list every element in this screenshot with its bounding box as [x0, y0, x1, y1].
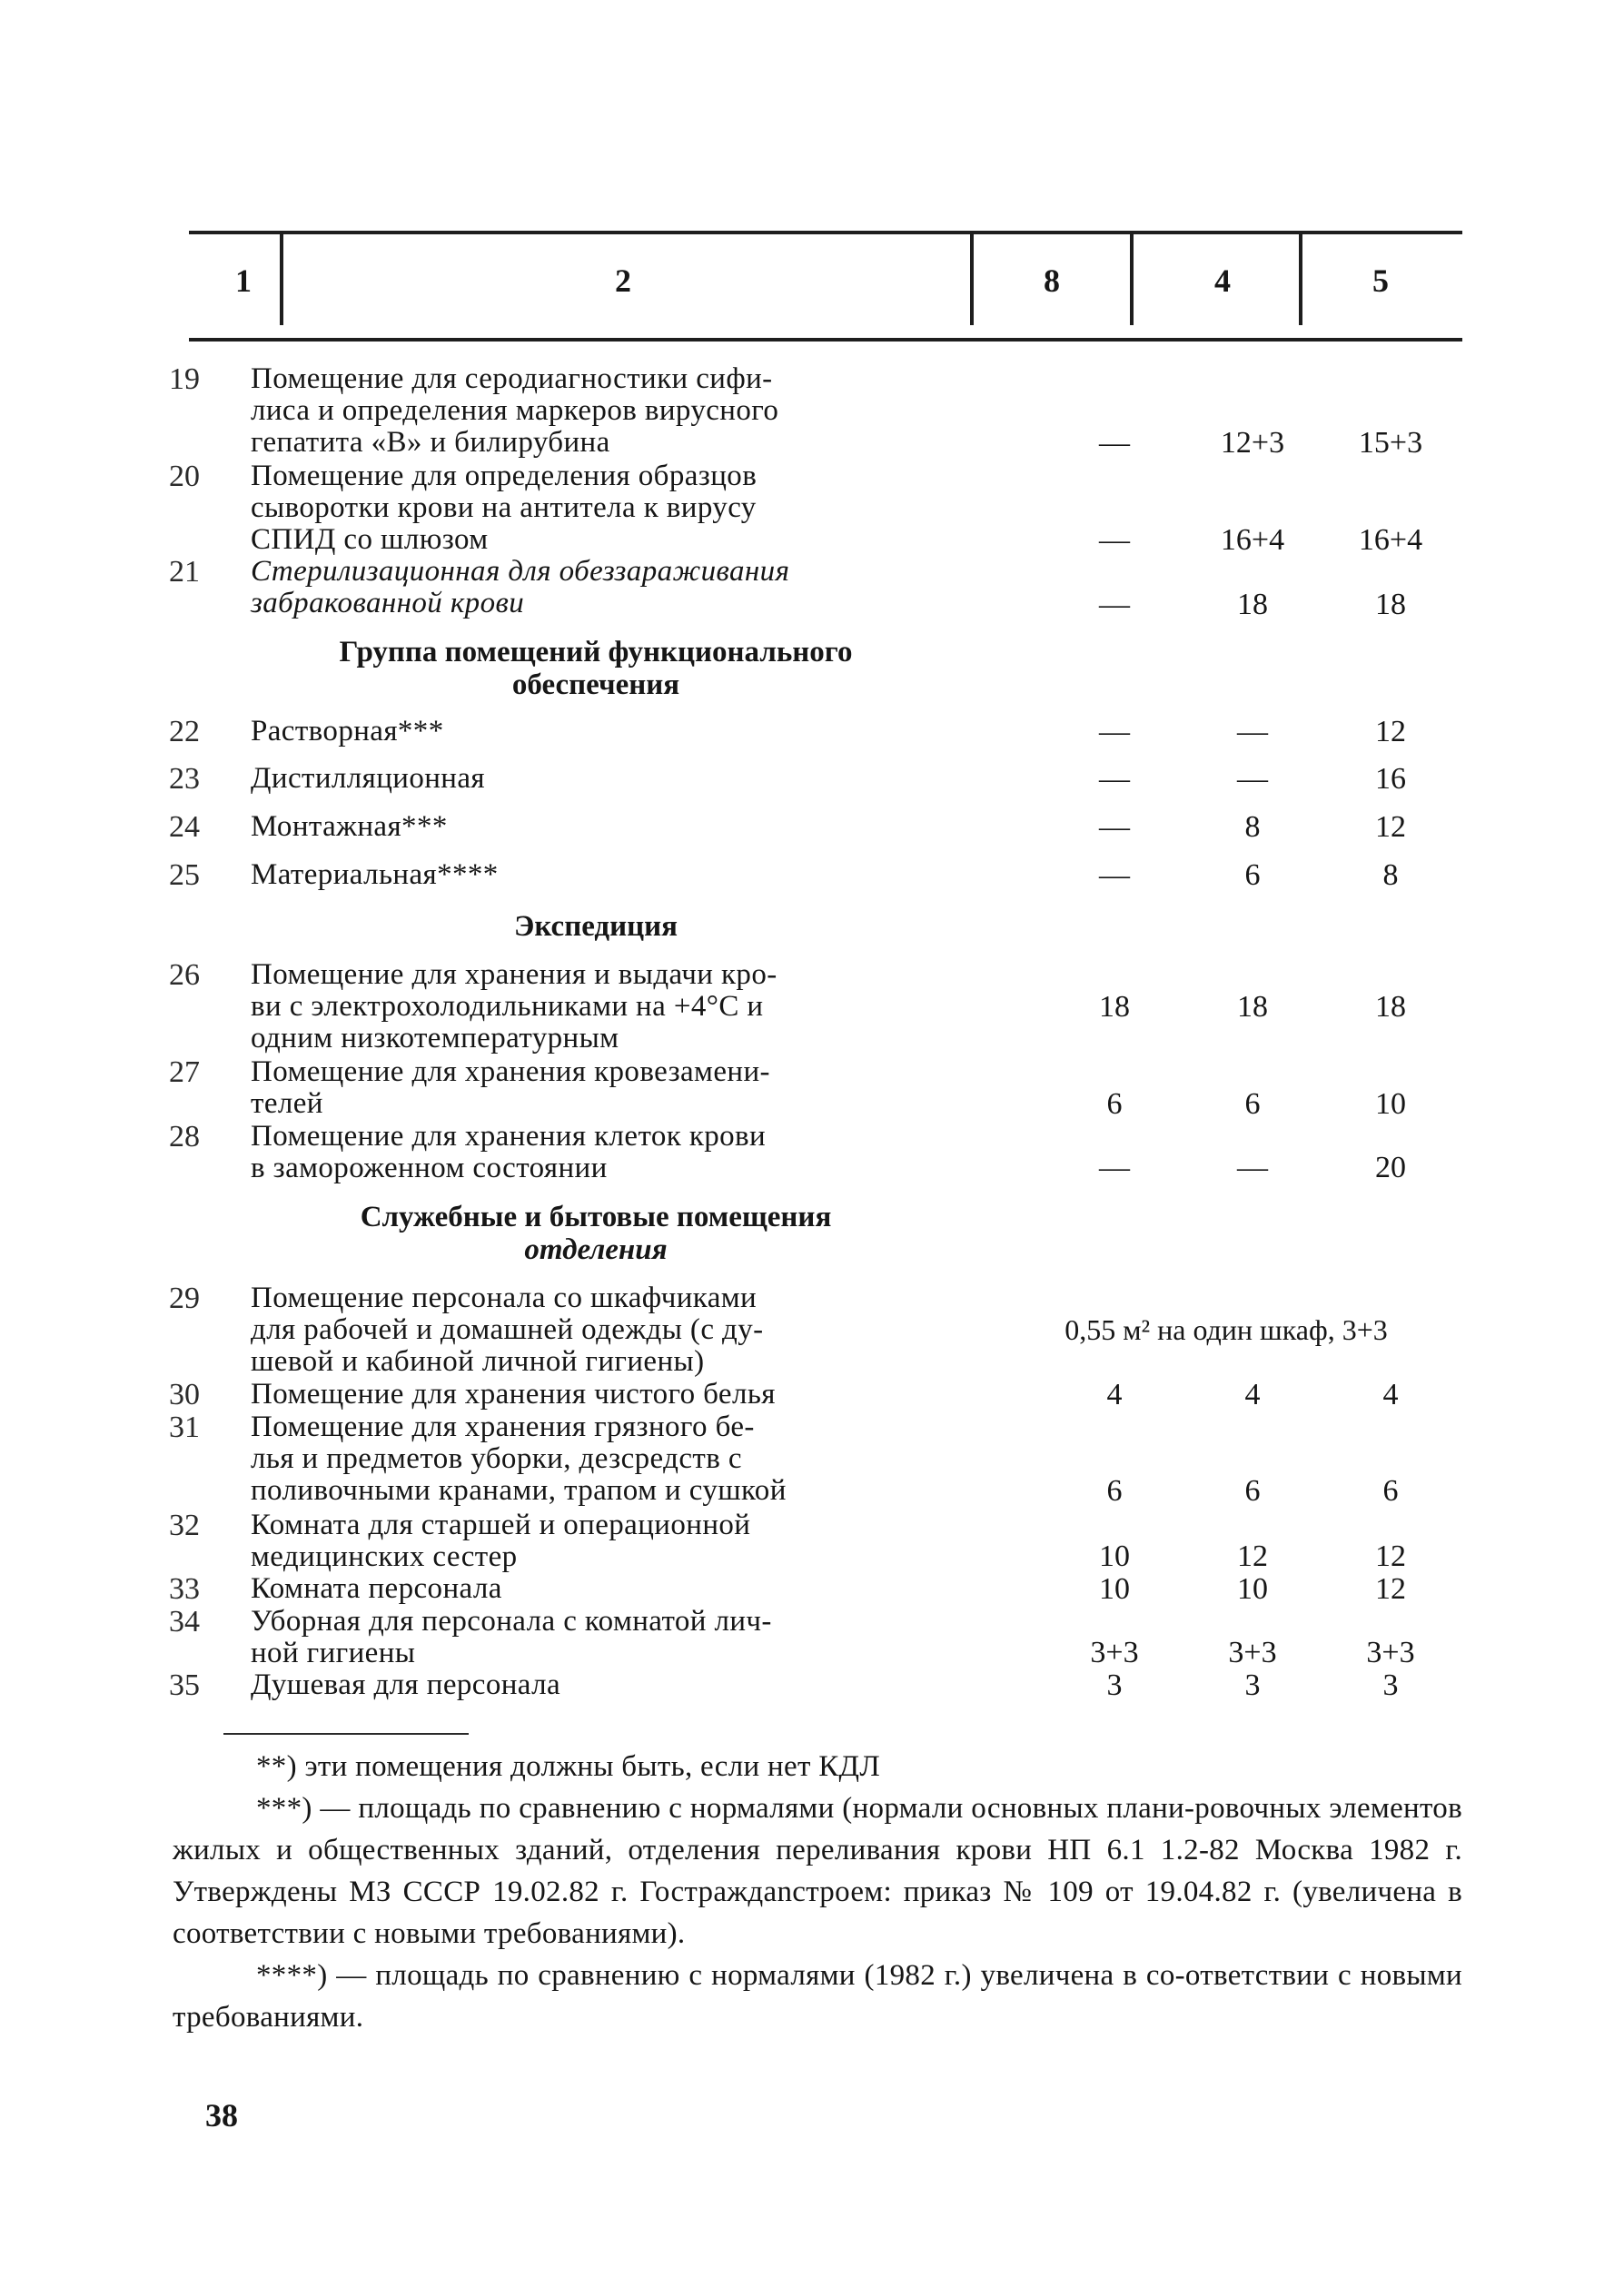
value-col-5: 4 — [1382, 1378, 1399, 1411]
value-per-locker: 0,55 м² на один шкаф, 3+3 — [1065, 1313, 1388, 1346]
column-divider — [970, 234, 974, 325]
value-col-4: 18 — [1237, 990, 1268, 1024]
value-col-3: — — [1099, 426, 1130, 460]
value-col-5: 12 — [1375, 715, 1406, 748]
room-name: Душевая для персонала — [251, 1668, 561, 1701]
value-col-5: 6 — [1382, 1474, 1399, 1508]
value-col-4: 12 — [1237, 1540, 1268, 1573]
room-name: Дистилляционная — [251, 762, 485, 795]
table-top-rule — [189, 231, 1462, 234]
footnote-2: **) эти помещения должны быть, если нет КДЛ — [256, 1750, 881, 1783]
row-number: 24 — [169, 810, 200, 844]
value-col-3: 10 — [1099, 1572, 1130, 1606]
value-col-4: 4 — [1244, 1378, 1261, 1411]
value-col-3: 3+3 — [1090, 1636, 1139, 1669]
value-col-5: 10 — [1375, 1087, 1406, 1121]
footnote-3: ***) — площадь по сравнению с нормалями (нормали основных плани-ровочных элементов жилых и общественных зданий, отделения переливания крови НП 6.1 1.2-82 Москва 1982 г. Утверждены МЗ СССР 19.02.82 г. Гостраждanстроем: приказ № 109 от 19.04.82 г. (увеличена в соответствии с новыми требованиями). — [173, 1792, 1462, 1950]
header-col-3: 8 — [1044, 262, 1060, 299]
room-name: Материальная**** — [251, 858, 499, 891]
header-col-4: 4 — [1214, 262, 1231, 299]
row-number: 19 — [169, 362, 200, 396]
value-col-5: 3+3 — [1366, 1636, 1415, 1669]
header-col-5: 5 — [1372, 262, 1389, 299]
section-heading: Служебные и бытовые помещения отделения — [360, 1201, 832, 1266]
room-name: Стерилизационная для обеззараживания забракованной крови — [251, 555, 790, 619]
value-col-4: 18 — [1237, 588, 1268, 621]
value-col-5: 18 — [1375, 990, 1406, 1024]
room-name: Комната для старшей и операционной медицинских сестер — [251, 1509, 751, 1573]
room-name: Монтажная*** — [251, 810, 448, 843]
column-divider — [280, 234, 283, 325]
header-col-1: 1 — [235, 262, 252, 299]
footnote-4: ****) — площадь по сравнению с нормалями (1982 г.) увеличена в со-ответствии с новыми требованиями. — [173, 1959, 1462, 2034]
row-number: 21 — [169, 555, 200, 589]
row-number: 28 — [169, 1120, 200, 1153]
room-name: Помещение для определения образцов сыворотки крови на антитела к вирусу СПИД со шлюзом — [251, 460, 758, 556]
value-col-4: 6 — [1244, 1474, 1261, 1508]
row-number: 22 — [169, 715, 200, 748]
value-col-4: 12+3 — [1220, 426, 1285, 460]
row-number: 32 — [169, 1509, 200, 1542]
value-col-5: 12 — [1375, 1572, 1406, 1606]
value-col-3: 4 — [1106, 1378, 1123, 1411]
column-divider — [1299, 234, 1302, 325]
value-col-5: 16+4 — [1358, 523, 1423, 557]
section-heading: Группа помещений функционального обеспечения — [339, 636, 853, 701]
value-col-5: 15+3 — [1358, 426, 1423, 460]
value-col-4: — — [1237, 715, 1268, 748]
value-col-3: — — [1099, 588, 1130, 621]
room-name: Помещение персонала со шкафчиками для рабочей и домашней одежды (с ду- шевой и кабиной личной гигиены) — [251, 1282, 764, 1378]
value-col-3: — — [1099, 1151, 1130, 1184]
row-number: 25 — [169, 858, 200, 892]
room-name: Растворная*** — [251, 715, 444, 747]
row-number: 26 — [169, 958, 200, 992]
value-col-3: 10 — [1099, 1540, 1130, 1573]
row-number: 27 — [169, 1055, 200, 1089]
row-number: 33 — [169, 1572, 200, 1606]
value-col-4: 3 — [1244, 1668, 1261, 1702]
header-col-2: 2 — [615, 262, 631, 299]
room-name: Помещение для хранения клеток крови в замороженном состоянии — [251, 1120, 767, 1184]
row-number: 31 — [169, 1411, 200, 1444]
value-col-3: — — [1099, 858, 1130, 892]
value-col-4: 8 — [1244, 810, 1261, 844]
room-name: Помещение для хранения и выдачи кро- ви с электрохолодильниками на +4°С и одним низкотемпературным — [251, 958, 777, 1054]
room-name: Помещение для хранения чистого белья — [251, 1378, 776, 1411]
value-col-4: 6 — [1244, 1087, 1261, 1121]
row-number: 20 — [169, 460, 200, 493]
row-number: 30 — [169, 1378, 200, 1411]
value-col-4: 10 — [1237, 1572, 1268, 1606]
footnotes — [173, 1746, 1462, 2038]
room-name: Помещение для хранения кровезамени- телей — [251, 1055, 770, 1120]
value-col-3: 3 — [1106, 1668, 1123, 1702]
value-col-5: 3 — [1382, 1668, 1399, 1702]
value-col-4: 16+4 — [1220, 523, 1285, 557]
room-name: Комната персонала — [251, 1572, 502, 1605]
value-col-4: — — [1237, 1151, 1268, 1184]
value-col-3: 6 — [1106, 1474, 1123, 1508]
value-col-5: 12 — [1375, 1540, 1406, 1573]
page-number: 38 — [205, 2097, 238, 2134]
column-divider — [1130, 234, 1134, 325]
value-col-3: 6 — [1106, 1087, 1123, 1121]
value-col-3: — — [1099, 715, 1130, 748]
row-number: 34 — [169, 1605, 200, 1639]
value-col-4: — — [1237, 762, 1268, 796]
value-col-5: 12 — [1375, 810, 1406, 844]
value-col-5: 8 — [1382, 858, 1399, 892]
row-number: 29 — [169, 1282, 200, 1315]
value-col-3: 18 — [1099, 990, 1130, 1024]
table-header-rule — [189, 338, 1462, 342]
value-col-3: — — [1099, 762, 1130, 796]
row-number: 23 — [169, 762, 200, 796]
value-col-3: — — [1099, 810, 1130, 844]
room-name: Уборная для персонала с комнатой лич- ной гигиены — [251, 1605, 772, 1669]
value-col-5: 18 — [1375, 588, 1406, 621]
room-name: Помещение для серодиагностики сифи- лиса и определения маркеров вирусного гепатита «В» и билирубина — [251, 362, 779, 459]
footnote-separator — [223, 1733, 469, 1735]
room-name: Помещение для хранения грязного бе- лья и предметов уборки, дезсредств с поливочными кранами, трапом и сушкой — [251, 1411, 787, 1507]
value-col-4: 3+3 — [1228, 1636, 1277, 1669]
section-heading: Экспедиция — [513, 910, 678, 943]
value-col-5: 16 — [1375, 762, 1406, 796]
row-number: 35 — [169, 1668, 200, 1702]
value-col-4: 6 — [1244, 858, 1261, 892]
value-col-5: 20 — [1375, 1151, 1406, 1184]
value-col-3: — — [1099, 523, 1130, 557]
